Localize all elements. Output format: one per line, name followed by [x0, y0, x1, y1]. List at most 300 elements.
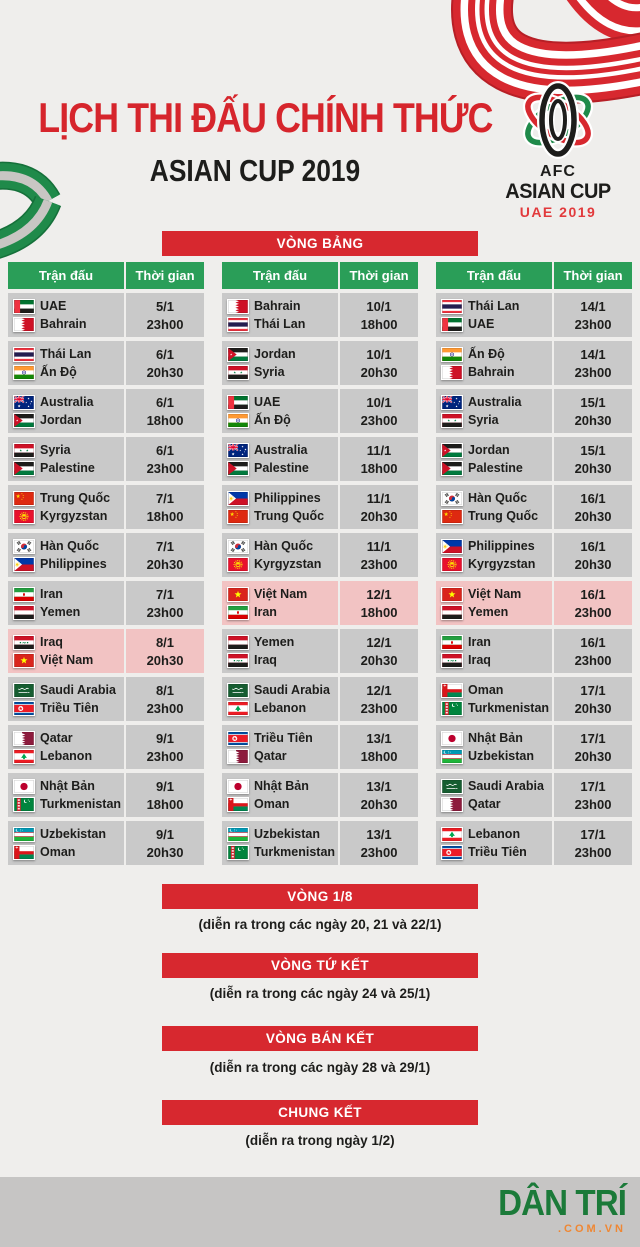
flag-frame: [227, 779, 249, 794]
match-date: 7/1: [155, 490, 175, 506]
group-stage-banner: VÒNG BẢNG: [162, 231, 478, 256]
flag-jo-icon: [442, 444, 462, 457]
teams-cell: [222, 677, 338, 721]
flag-cn-icon: [442, 510, 462, 523]
flag-frame: [441, 365, 463, 380]
flag-frame: [13, 395, 35, 410]
match-time: 20h30: [574, 460, 612, 476]
team-name: Saudi Arabia: [40, 683, 116, 697]
teams-cell: [222, 629, 338, 673]
flag-frame: [13, 539, 35, 554]
flag-uz-icon: [228, 828, 248, 841]
team-name: Hàn Quốc: [468, 491, 528, 505]
match-date: 13/1: [366, 730, 392, 746]
team-name: Jordan: [254, 347, 296, 361]
match-date: 6/1: [155, 394, 175, 410]
team-name: Oman: [40, 845, 76, 859]
flag-ph-icon: [442, 540, 462, 553]
dantri-logo: [487, 1182, 626, 1235]
flag-th-icon: [14, 348, 34, 361]
flag-vn-icon: [228, 588, 248, 601]
match-column-header: Trận đấu: [436, 262, 552, 289]
team-line: [227, 587, 338, 602]
team-line: [441, 845, 552, 860]
teams-cell: [436, 773, 552, 817]
teams-cell: [8, 629, 124, 673]
flag-in-icon: [442, 348, 462, 361]
flag-frame: [227, 797, 249, 812]
team-name: Việt Nam: [254, 587, 308, 601]
team-name: Iran: [40, 587, 63, 601]
team-name: Philippines: [254, 491, 321, 505]
datetime-cell: [554, 821, 632, 865]
flag-frame: [441, 797, 463, 812]
match-time: 23h00: [360, 556, 398, 572]
flag-frame: [13, 365, 35, 380]
flag-frame: [13, 605, 35, 620]
team-name: Australia: [468, 395, 522, 409]
team-name: Qatar: [254, 749, 287, 763]
team-line: [13, 749, 124, 764]
match-time: 18h00: [360, 604, 398, 620]
match-date: 16/1: [580, 538, 606, 554]
team-name: Palestine: [254, 461, 309, 475]
flag-kp-icon: [228, 732, 248, 745]
flag-frame: [13, 635, 35, 650]
team-name: Jordan: [40, 413, 82, 427]
datetime-cell: [126, 581, 204, 625]
team-name: Uzbekistan: [254, 827, 320, 841]
flag-kr-icon: [14, 540, 34, 553]
datetime-cell: [554, 629, 632, 673]
team-name: Uzbekistan: [468, 749, 534, 763]
team-line: [13, 299, 124, 314]
team-line: [13, 683, 124, 698]
flag-sy-icon: [442, 414, 462, 427]
flag-in-icon: [228, 414, 248, 427]
match-time: 23h00: [146, 460, 184, 476]
flag-om-icon: [442, 684, 462, 697]
flag-frame: [441, 557, 463, 572]
match-time: 18h00: [146, 508, 184, 524]
team-line: [441, 509, 552, 524]
flag-au-icon: [228, 444, 248, 457]
flag-kp-icon: [14, 702, 34, 715]
team-name: Nhật Bản: [40, 779, 95, 793]
team-name: Lebanon: [468, 827, 521, 841]
team-name: Bahrain: [468, 365, 515, 379]
flag-frame: [441, 605, 463, 620]
flag-uz-icon: [442, 750, 462, 763]
team-line: [13, 347, 124, 362]
afc-ball-icon: [516, 80, 600, 162]
teams-cell: [436, 533, 552, 577]
team-line: [441, 557, 552, 572]
match-date: 13/1: [366, 826, 392, 842]
match-row: [222, 341, 418, 385]
match-time: 20h30: [146, 364, 184, 380]
match-date: 15/1: [580, 394, 606, 410]
team-line: [227, 827, 338, 842]
teams-cell: [436, 437, 552, 481]
match-date: 14/1: [580, 346, 606, 362]
match-date: 14/1: [580, 298, 606, 314]
datetime-cell: [340, 725, 418, 769]
team-line: [13, 491, 124, 506]
match-date: 6/1: [155, 442, 175, 458]
flag-ae-icon: [442, 318, 462, 331]
datetime-cell: [126, 437, 204, 481]
teams-cell: [222, 389, 338, 433]
team-line: [441, 365, 552, 380]
team-line: [13, 509, 124, 524]
match-row: [8, 533, 204, 577]
flag-jp-icon: [228, 780, 248, 793]
team-name: Lebanon: [40, 749, 93, 763]
datetime-cell: [340, 437, 418, 481]
flag-sa-icon: [442, 780, 462, 793]
flag-qa-icon: [228, 750, 248, 763]
match-row: [436, 341, 632, 385]
match-time: 23h00: [574, 796, 612, 812]
schedule-column-1: [8, 262, 204, 869]
team-line: [227, 701, 338, 716]
match-time: 23h00: [574, 844, 612, 860]
match-time: 20h30: [360, 508, 398, 524]
flag-frame: [441, 683, 463, 698]
flag-frame: [441, 443, 463, 458]
teams-cell: [8, 485, 124, 529]
match-row: [8, 821, 204, 865]
flag-frame: [13, 443, 35, 458]
table-header: [8, 262, 204, 289]
team-name: Turkmenistan: [254, 845, 336, 859]
datetime-cell: [126, 677, 204, 721]
flag-kg-icon: [442, 558, 462, 571]
flag-frame: [13, 491, 35, 506]
team-line: [13, 635, 124, 650]
match-row: [436, 821, 632, 865]
team-name: Syria: [40, 443, 71, 457]
flag-frame: [227, 749, 249, 764]
match-time: 20h30: [574, 748, 612, 764]
teams-cell: [436, 293, 552, 337]
flag-frame: [13, 653, 35, 668]
team-line: [441, 701, 552, 716]
flag-frame: [441, 317, 463, 332]
match-time: 20h30: [574, 700, 612, 716]
match-time: 18h00: [146, 796, 184, 812]
flag-tm-icon: [228, 846, 248, 859]
match-time: 18h00: [360, 316, 398, 332]
dantri-logo-text: DÂN TRÍ: [498, 1182, 626, 1223]
flag-bh-icon: [14, 318, 34, 331]
team-name: Thái Lan: [254, 317, 306, 331]
flag-ae-icon: [228, 396, 248, 409]
page-title: LỊCH THI ĐẤU CHÍNH THỨC: [38, 94, 493, 141]
match-time: 23h00: [146, 700, 184, 716]
flag-frame: [227, 443, 249, 458]
flag-frame: [441, 509, 463, 524]
team-name: Trung Quốc: [40, 491, 111, 505]
semi-final-note: (diễn ra trong các ngày 28 và 29/1): [209, 1060, 431, 1075]
match-row: [436, 389, 632, 433]
team-name: Trung Quốc: [254, 509, 325, 523]
team-name: Yemen: [40, 605, 81, 619]
flag-ir-icon: [228, 606, 248, 619]
flag-frame: [13, 347, 35, 362]
teams-cell: [222, 725, 338, 769]
team-name: Iraq: [40, 635, 63, 649]
flag-frame: [13, 797, 35, 812]
team-line: [227, 653, 338, 668]
team-line: [13, 395, 124, 410]
flag-vn-icon: [442, 588, 462, 601]
team-name: Bahrain: [40, 317, 87, 331]
match-date: 9/1: [155, 778, 175, 794]
flag-frame: [227, 539, 249, 554]
flag-frame: [441, 491, 463, 506]
match-time: 23h00: [146, 316, 184, 332]
team-line: [13, 413, 124, 428]
teams-cell: [436, 821, 552, 865]
flag-ph-icon: [228, 492, 248, 505]
flag-frame: [441, 653, 463, 668]
teams-cell: [8, 437, 124, 481]
match-row: [222, 581, 418, 625]
match-row: [436, 533, 632, 577]
datetime-cell: [554, 389, 632, 433]
match-time: 23h00: [574, 604, 612, 620]
team-name: Việt Nam: [468, 587, 522, 601]
flag-au-icon: [442, 396, 462, 409]
team-line: [441, 587, 552, 602]
teams-cell: [436, 629, 552, 673]
team-line: [13, 827, 124, 842]
schedule-column-2: [222, 262, 418, 869]
flag-kg-icon: [14, 510, 34, 523]
flag-frame: [227, 827, 249, 842]
flag-frame: [13, 557, 35, 572]
team-line: [227, 395, 338, 410]
team-name: Palestine: [40, 461, 95, 475]
flag-frame: [13, 779, 35, 794]
afc-logo-line2: ASIAN CUP: [505, 180, 611, 203]
match-time: 23h00: [146, 748, 184, 764]
flag-sa-icon: [14, 684, 34, 697]
team-line: [441, 491, 552, 506]
teams-cell: [8, 389, 124, 433]
match-row: [436, 437, 632, 481]
team-line: [227, 347, 338, 362]
match-row: [222, 725, 418, 769]
team-name: Uzbekistan: [40, 827, 106, 841]
flag-frame: [13, 701, 35, 716]
team-name: Oman: [254, 797, 290, 811]
flag-frame: [13, 731, 35, 746]
datetime-cell: [340, 485, 418, 529]
match-time: 20h30: [574, 412, 612, 428]
flag-iq-icon: [228, 654, 248, 667]
flag-au-icon: [14, 396, 34, 409]
match-date: 8/1: [155, 682, 175, 698]
time-column-header: Thời gian: [126, 262, 204, 289]
flag-frame: [13, 749, 35, 764]
team-line: [13, 653, 124, 668]
flag-frame: [227, 701, 249, 716]
match-date: 11/1: [366, 442, 392, 458]
match-date: 11/1: [366, 490, 392, 506]
match-time: 18h00: [360, 460, 398, 476]
match-date: 6/1: [155, 346, 175, 362]
round-of-16-note: (diễn ra trong các ngày 20, 21 và 22/1): [198, 917, 442, 932]
team-line: [227, 413, 338, 428]
flag-jp-icon: [442, 732, 462, 745]
match-row: [436, 725, 632, 769]
team-line: [441, 731, 552, 746]
datetime-cell: [554, 485, 632, 529]
match-date: 15/1: [580, 442, 606, 458]
match-time: 23h00: [360, 700, 398, 716]
flag-iq-icon: [14, 636, 34, 649]
flag-frame: [227, 299, 249, 314]
team-name: Lebanon: [254, 701, 307, 715]
datetime-cell: [126, 773, 204, 817]
flag-th-icon: [442, 300, 462, 313]
team-name: Oman: [468, 683, 504, 697]
flag-jp-icon: [14, 780, 34, 793]
round-of-16-banner: VÒNG 1/8: [162, 884, 478, 909]
team-name: Iran: [468, 635, 491, 649]
flag-frame: [13, 683, 35, 698]
team-name: Philippines: [40, 557, 107, 571]
team-line: [227, 731, 338, 746]
team-name: Turkmenistan: [468, 701, 550, 715]
team-line: [227, 443, 338, 458]
match-date: 8/1: [155, 634, 175, 650]
match-time: 20h30: [574, 556, 612, 572]
team-name: Hàn Quốc: [40, 539, 100, 553]
flag-frame: [441, 749, 463, 764]
team-name: Saudi Arabia: [254, 683, 330, 697]
flag-tm-icon: [14, 798, 34, 811]
flag-frame: [441, 701, 463, 716]
team-name: Palestine: [468, 461, 523, 475]
team-name: Philippines: [468, 539, 535, 553]
flag-sa-icon: [228, 684, 248, 697]
semi-final-banner: VÒNG BÁN KẾT: [162, 1026, 478, 1051]
team-line: [13, 779, 124, 794]
team-name: Việt Nam: [40, 653, 94, 667]
group-stage-tables: [8, 262, 632, 869]
team-name: UAE: [468, 317, 495, 331]
flag-frame: [227, 413, 249, 428]
team-line: [13, 731, 124, 746]
match-row: [8, 773, 204, 817]
flag-frame: [227, 557, 249, 572]
datetime-cell: [554, 725, 632, 769]
teams-cell: [222, 485, 338, 529]
team-name: Iran: [254, 605, 277, 619]
flag-kg-icon: [228, 558, 248, 571]
flag-th-icon: [228, 318, 248, 331]
flag-ye-icon: [442, 606, 462, 619]
afc-logo-line1: AFC: [540, 163, 576, 180]
match-column-header: Trận đấu: [8, 262, 124, 289]
flag-cn-icon: [14, 492, 34, 505]
datetime-cell: [554, 341, 632, 385]
team-name: Trung Quốc: [468, 509, 539, 523]
team-line: [441, 299, 552, 314]
team-line: [227, 605, 338, 620]
flag-frame: [227, 395, 249, 410]
flag-ps-icon: [14, 462, 34, 475]
team-line: [227, 779, 338, 794]
teams-cell: [8, 677, 124, 721]
dantri-logo-suffix: .COM.VN: [557, 1223, 626, 1235]
flag-bh-icon: [442, 366, 462, 379]
team-line: [13, 461, 124, 476]
flag-frame: [441, 461, 463, 476]
flag-frame: [441, 539, 463, 554]
flag-lb-icon: [228, 702, 248, 715]
flag-ye-icon: [14, 606, 34, 619]
datetime-cell: [126, 629, 204, 673]
match-row: [436, 581, 632, 625]
flag-frame: [227, 605, 249, 620]
flag-frame: [441, 827, 463, 842]
match-time: 20h30: [146, 652, 184, 668]
flag-jo-icon: [228, 348, 248, 361]
team-name: Yemen: [254, 635, 295, 649]
flag-in-icon: [14, 366, 34, 379]
team-line: [13, 443, 124, 458]
flag-frame: [227, 683, 249, 698]
teams-cell: [222, 821, 338, 865]
datetime-cell: [126, 485, 204, 529]
team-line: [441, 539, 552, 554]
flag-frame: [227, 509, 249, 524]
flag-iq-icon: [442, 654, 462, 667]
schedule-column-3: [436, 262, 632, 869]
match-date: 10/1: [366, 298, 392, 314]
match-row: [222, 629, 418, 673]
team-name: Iraq: [254, 653, 277, 667]
table-header: [222, 262, 418, 289]
team-line: [13, 587, 124, 602]
match-time: 20h30: [146, 844, 184, 860]
team-line: [227, 683, 338, 698]
match-date: 9/1: [155, 730, 175, 746]
team-name: Turkmenistan: [40, 797, 122, 811]
match-time: 20h30: [146, 556, 184, 572]
team-line: [441, 653, 552, 668]
match-date: 17/1: [580, 682, 606, 698]
teams-cell: [8, 533, 124, 577]
teams-cell: [436, 341, 552, 385]
match-date: 7/1: [155, 586, 175, 602]
flag-frame: [441, 635, 463, 650]
match-row: [8, 725, 204, 769]
flag-ir-icon: [14, 588, 34, 601]
flag-frame: [13, 827, 35, 842]
match-time: 23h00: [360, 844, 398, 860]
flag-tm-icon: [442, 702, 462, 715]
datetime-cell: [126, 389, 204, 433]
teams-cell: [222, 581, 338, 625]
flag-frame: [441, 347, 463, 362]
team-name: Thái Lan: [40, 347, 92, 361]
